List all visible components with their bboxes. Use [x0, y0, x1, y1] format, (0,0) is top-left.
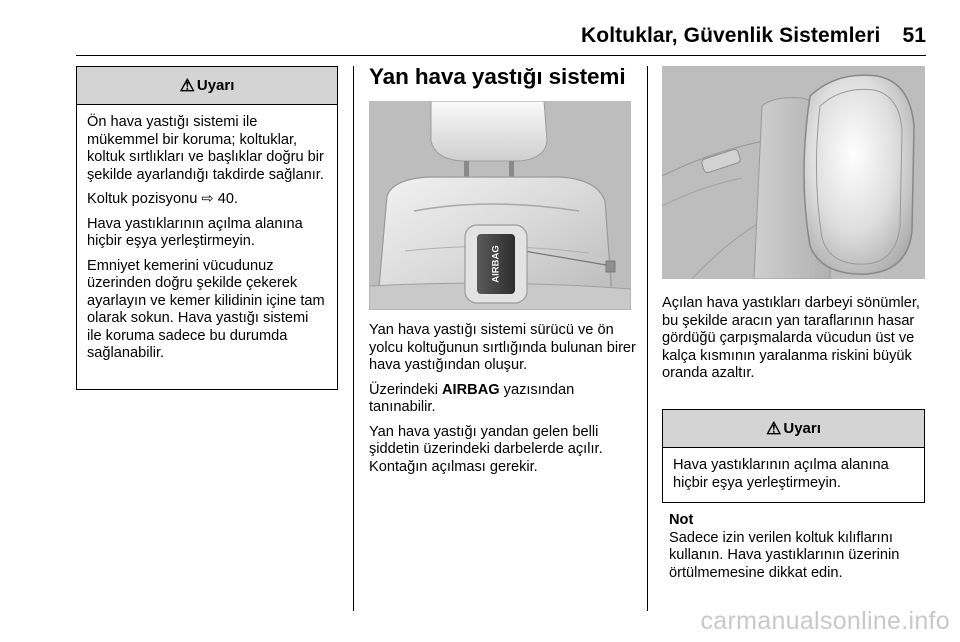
seat-airbag-label-figure	[369, 101, 631, 310]
note-block	[669, 512, 934, 582]
section-title: Yan hava yastığı sistemi	[369, 64, 626, 89]
warning-triangle-icon: ⚠	[179, 75, 195, 95]
seat-ref-text: Koltuk pozisyonu	[87, 191, 198, 207]
warning-header	[77, 67, 337, 105]
warning-body	[663, 448, 924, 502]
airbag-badge-label: AIRBAG	[490, 245, 502, 283]
airbag-effect-text	[662, 295, 932, 383]
warning-seat-reference	[87, 191, 327, 209]
header-rule	[76, 55, 926, 56]
warning-heading: Uyarı	[783, 420, 821, 437]
warning-paragraph: Ön hava yastığı sistemi ile mükemmel bir koruma; koltuklar, koltuk sırtlıkları ve başlıklar doğru bir şekilde ayarlandığı takdirde sağlanır.	[87, 114, 324, 183]
deployed-side-airbag-figure	[662, 66, 925, 279]
page-header	[581, 24, 926, 48]
warning-paragraph: Emniyet kemerini vücudunuz üzerinden doğru şekilde çekerek ayarlayın ve kemer kilidinin içine tam olarak sokun. Hava yastığı sistemi ile koruma sadece bu durumda sağlanabilir.	[87, 257, 325, 361]
header-title: Koltuklar, Güvenlik Sistemleri	[581, 24, 881, 47]
section-paragraph: Üzerindeki AIRBAG yazısından tanınabilir.	[369, 381, 575, 415]
warning-paragraph: Hava yastıklarının açılma alanına hiçbir eşya yerleştirmeyin.	[87, 215, 303, 249]
warning-box-2	[662, 409, 925, 503]
watermark: carmanualsonline.info	[700, 607, 950, 635]
page-number: 51	[902, 24, 926, 47]
column-divider-2	[647, 66, 648, 611]
note-text: Sadece izin verilen koltuk kılıflarını kullanın. Hava yastıklarının üzerinin örtülmemesine dikkat edin.	[669, 529, 900, 581]
page-ref-arrow-icon: ⇨	[201, 191, 214, 207]
warning-paragraph: Hava yastıklarının açılma alanına hiçbir eşya yerleştirmeyin.	[673, 457, 889, 491]
column3-paragraph: Açılan hava yastıkları darbeyi sönümler, bu şekilde aracın yan taraflarının hasar gördüğü çarpışmalarda vücudun üst ve kalça kısmının yaralanma riskini büyük oranda azaltır.	[662, 295, 920, 381]
warning-header	[663, 410, 924, 448]
section-paragraph: Yan hava yastığı sistemi sürücü ve ön yolcu koltuğunun sırtlığında bulunan birer hava yastığından oluşur.	[369, 322, 636, 373]
note-label: Not	[669, 512, 694, 528]
section-body	[369, 322, 639, 476]
warning-body	[77, 105, 337, 373]
warning-box-1	[76, 66, 338, 390]
section-paragraph: Yan hava yastığı yandan gelen belli şiddetin üzerindeki darbelerde açılır. Kontağın açılması gerekir.	[369, 423, 603, 475]
warning-heading: Uyarı	[196, 77, 235, 94]
column-divider-1	[353, 66, 354, 611]
warning-triangle-icon: ⚠	[766, 418, 782, 438]
seat-ref-page: 40.	[217, 191, 238, 207]
airbag-keyword: AIRBAG	[442, 381, 500, 398]
